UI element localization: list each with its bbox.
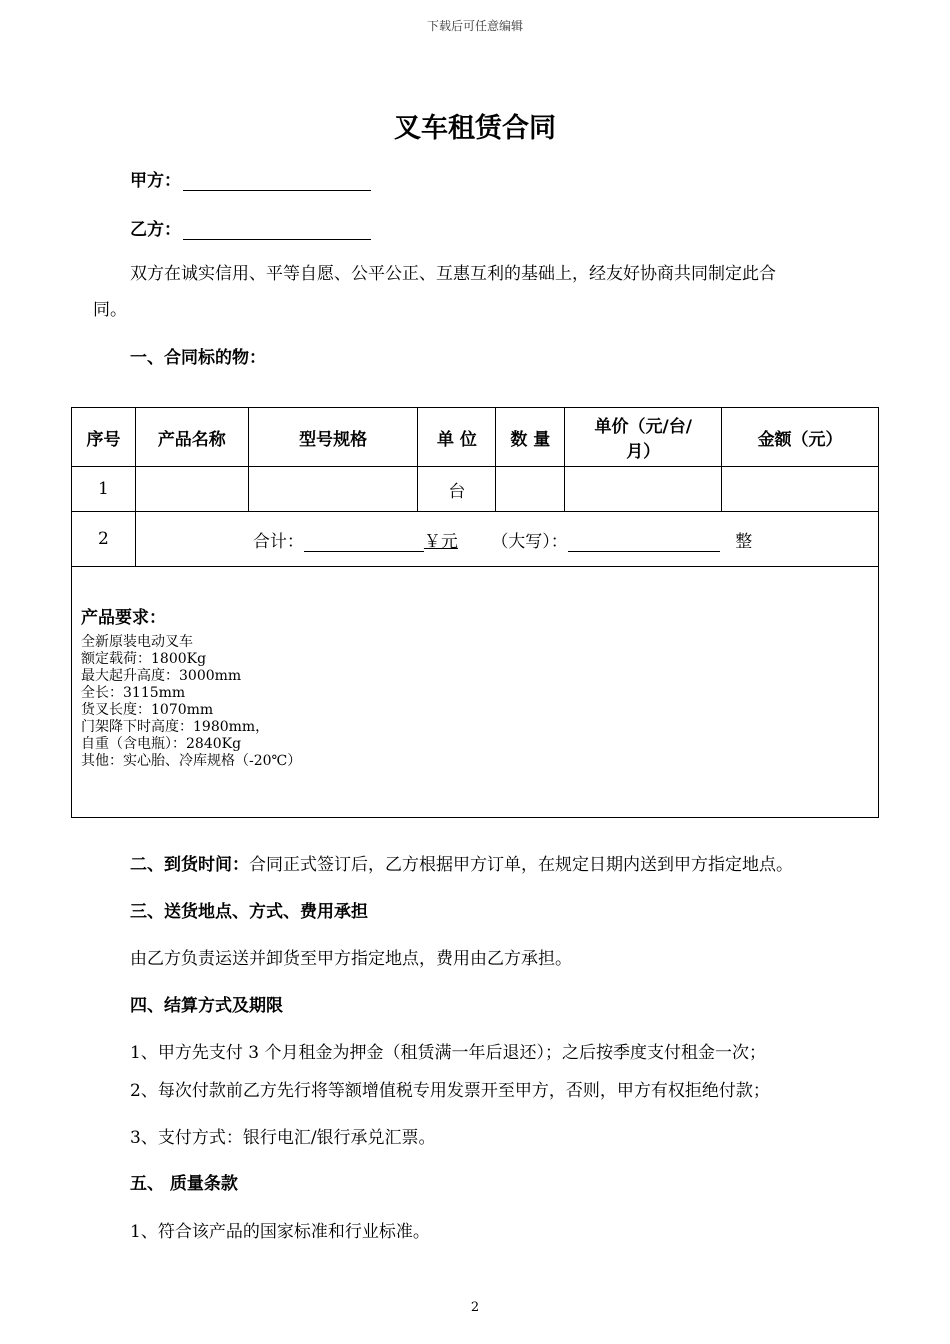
header-note: 下载后可任意编辑 (426, 19, 523, 33)
party-b-label: 乙方： (130, 220, 181, 240)
table-row-total (72, 512, 879, 567)
party-a-blank[interactable] (183, 172, 371, 191)
unit-cell: 台 (418, 467, 496, 512)
header-model: 型号规格 (248, 408, 418, 467)
yuan-label: ￥元 (423, 531, 458, 552)
requirement-line: 自重（含电瓶）：2840Kg (81, 736, 242, 752)
table-header-row (72, 408, 879, 467)
unit-price-cell[interactable] (565, 467, 722, 512)
quantity-cell[interactable] (496, 467, 565, 512)
total-label: 合计： (252, 531, 304, 552)
section-3-text: 由乙方负责运送并卸货至甲方指定地点，费用由乙方承担。 (130, 949, 572, 969)
party-b-blank[interactable] (183, 221, 371, 240)
product-name-cell[interactable] (135, 467, 248, 512)
page-number: 2 (470, 1300, 480, 1315)
header-unit-price: 单价（元/台/月） (565, 408, 722, 467)
section-4-item: 2、每次付款前乙方先行将等额增值税专用发票开至甲方，否则，甲方有权拒绝付款； (130, 1081, 770, 1101)
requirement-line: 额定载荷：1800Kg (81, 651, 207, 667)
requirement-line: 货叉长度：1070mm (81, 702, 214, 718)
requirements-title: 产品要求： (81, 608, 166, 628)
requirements-list (81, 634, 878, 770)
header-product-name: 产品名称 (135, 408, 248, 467)
model-cell[interactable] (248, 467, 418, 512)
party-a (130, 166, 371, 191)
requirements-cell (72, 567, 879, 818)
row-number: 2 (72, 512, 136, 567)
row-number: 1 (72, 467, 136, 512)
header-no: 序号 (72, 408, 136, 467)
section-4-heading: 四、结算方式及期限 (130, 996, 283, 1016)
section-4-item: 3、支付方式：银行电汇/银行承兑汇票。 (130, 1128, 436, 1148)
requirement-line: 全新原装电动叉车 (81, 634, 193, 650)
requirement-line: 其他：实心胎、冷库规格（-20℃） (81, 753, 302, 769)
table-row (72, 467, 879, 512)
daxie-blank[interactable] (568, 533, 720, 552)
section-2 (130, 847, 793, 883)
items-table (71, 407, 879, 818)
section-2-text: 合同正式签订后，乙方根据甲方订单，在规定日期内送到甲方指定地点。 (249, 855, 793, 875)
section-4-item: 1、甲方先支付 3 个月租金为押金（租赁满一年后退还）；之后按季度支付租金一次； (130, 1043, 766, 1063)
section-3-heading: 三、送货地点、方式、费用承担 (130, 902, 368, 922)
header-quantity: 数 量 (496, 408, 565, 467)
daxie-label: （大写）： (491, 531, 568, 552)
page-title: 叉车租赁合同 (394, 113, 556, 144)
requirements-row (72, 567, 879, 818)
header-amount: 金额（元） (722, 408, 879, 467)
intro-line-2: 同。 (93, 300, 127, 320)
header-unit: 单 位 (418, 408, 496, 467)
section-5-item: 1、符合该产品的国家标准和行业标准。 (130, 1222, 430, 1242)
section-5-heading: 五、 质量条款 (130, 1174, 238, 1194)
party-a-label: 甲方： (130, 171, 181, 191)
requirement-line: 全长：3115mm (81, 685, 186, 701)
requirement-line: 最大起升高度：3000mm (81, 668, 242, 684)
amount-cell[interactable] (722, 467, 879, 512)
requirement-line: 门架降下时高度：1980mm， (81, 719, 270, 735)
zheng-label: 整 (735, 531, 753, 552)
total-amount-blank[interactable] (304, 533, 424, 552)
intro-line-1: 双方在诚实信用、平等自愿、公平公正、互惠互利的基础上，经友好协商共同制定此合 (130, 264, 776, 284)
section-2-heading: 二、到货时间： (130, 855, 249, 875)
section-1-heading: 一、合同标的物： (130, 348, 266, 368)
total-cell (135, 512, 878, 567)
party-b (130, 215, 371, 240)
